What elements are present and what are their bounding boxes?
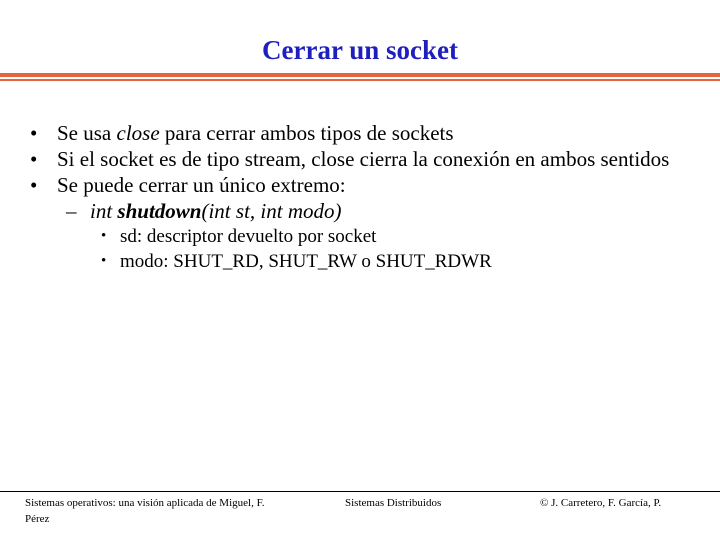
footer-center: Sistemas Distribuidos bbox=[345, 497, 442, 509]
bullet-shutdown bbox=[30, 172, 700, 198]
bullet-icon: • bbox=[30, 121, 38, 145]
subsub-text: modo: SHUT_RD, SHUT_RW o SHUT_RDWR bbox=[120, 251, 492, 272]
footer-right: © J. Carretero, F. García, P. bbox=[540, 497, 662, 509]
footer-left: Sistemas operativos: una visión aplicada de Miguel, F. Pérez bbox=[25, 497, 265, 525]
bullet-icon: • bbox=[101, 253, 107, 269]
subsub-bullet-modo bbox=[30, 249, 700, 274]
bullet-text-pre: Se usa bbox=[57, 121, 117, 145]
sub-bullet-signature bbox=[30, 198, 700, 224]
bullet-close bbox=[30, 120, 700, 146]
bullet-icon: • bbox=[30, 147, 38, 171]
title-rule-thin bbox=[0, 79, 720, 81]
footer-rule bbox=[0, 491, 720, 492]
subsub-text: sd: descriptor devuelto por socket bbox=[120, 226, 377, 247]
bullet-text: Si el socket es de tipo stream, close cierra la conexión en ambos sentidos bbox=[57, 147, 670, 171]
signature-post: (int st, int modo) bbox=[201, 199, 342, 223]
slide-title: Cerrar un socket bbox=[262, 35, 458, 65]
bullet-text-post: para cerrar ambos tipos de sockets bbox=[159, 121, 454, 145]
slide-body bbox=[30, 120, 700, 274]
bullet-text: Se puede cerrar un único extremo: bbox=[57, 173, 346, 197]
subsub-bullet-sd bbox=[30, 224, 700, 249]
title-rule-thick bbox=[0, 73, 720, 77]
bullet-icon: • bbox=[101, 228, 107, 244]
bullet-stream bbox=[30, 146, 700, 172]
dash-icon: – bbox=[66, 199, 77, 223]
bullet-icon: • bbox=[30, 173, 38, 197]
bullet-text-em: close bbox=[116, 121, 160, 145]
signature-pre: int bbox=[90, 199, 118, 223]
signature-func: shutdown bbox=[117, 199, 202, 223]
